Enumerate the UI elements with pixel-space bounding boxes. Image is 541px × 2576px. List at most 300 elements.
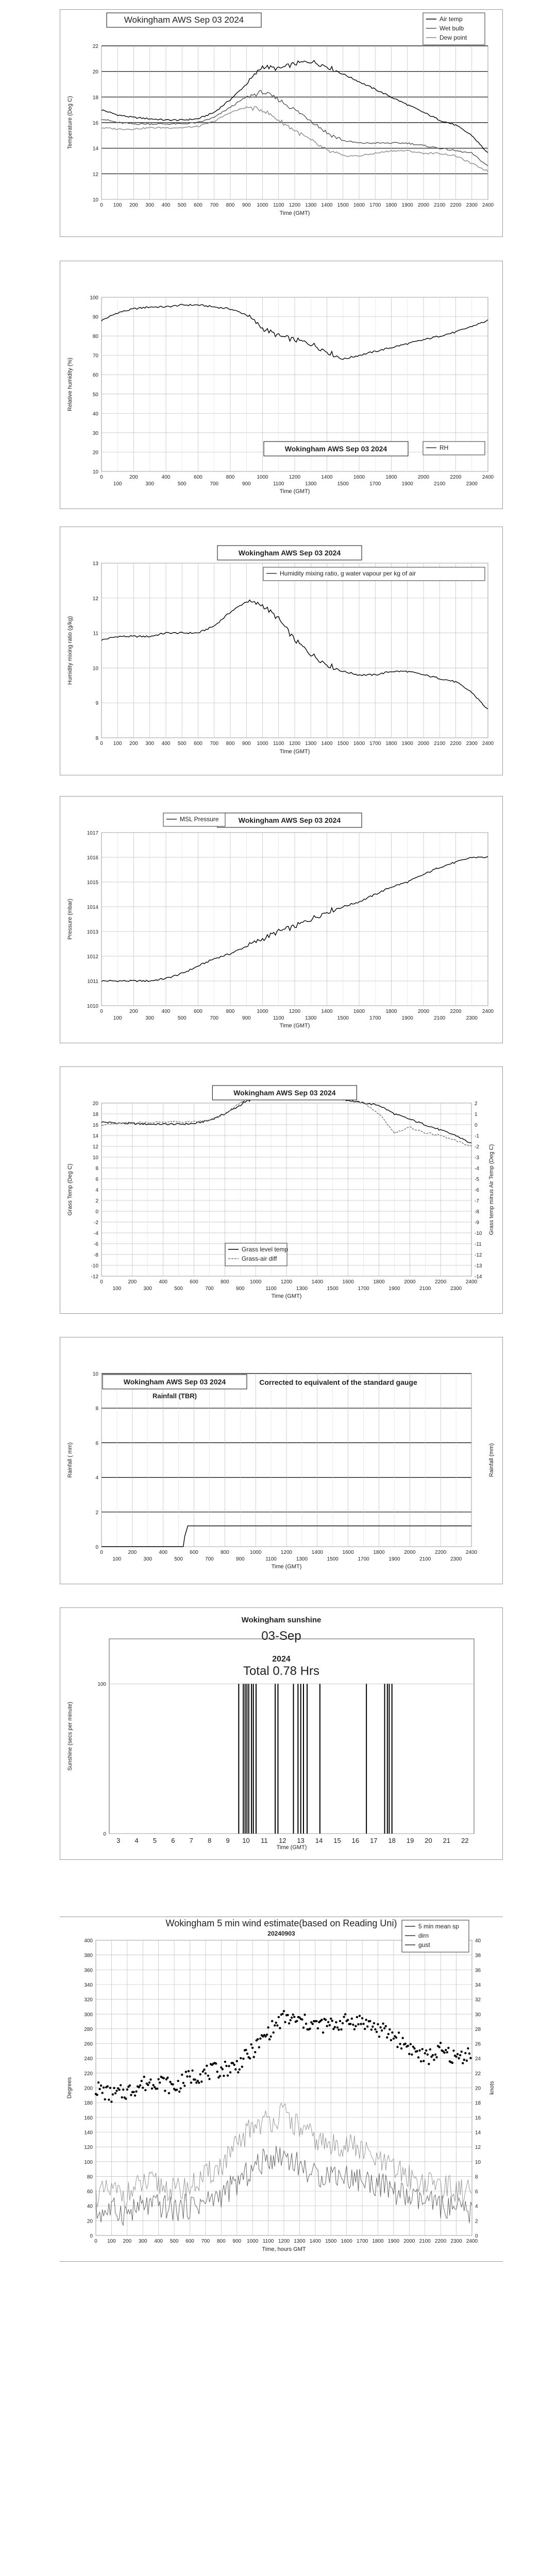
x-tick-label: 1200 bbox=[280, 1550, 293, 1555]
x-tick-label: 500 bbox=[174, 1556, 183, 1562]
x-tick-label: 900 bbox=[242, 741, 251, 747]
x-tick-label: 1400 bbox=[321, 741, 333, 747]
x-tick-label: 1500 bbox=[337, 741, 349, 747]
wind-direction-point bbox=[352, 2024, 354, 2026]
x-tick-label: 21 bbox=[443, 1837, 451, 1844]
wind-direction-point bbox=[198, 2081, 200, 2083]
x-tick-label: 300 bbox=[145, 481, 155, 487]
x-axis-label: Time (GMT) bbox=[271, 1564, 302, 1570]
x-tick-label: 600 bbox=[194, 474, 202, 480]
legend-label: dirn bbox=[418, 1932, 429, 1939]
wind-direction-point bbox=[245, 2049, 247, 2051]
wind-direction-point bbox=[112, 2093, 114, 2095]
x-tick-label: 500 bbox=[177, 481, 187, 487]
wind-direction-point bbox=[182, 2082, 184, 2084]
wind-direction-point bbox=[104, 2098, 106, 2100]
x-tick-label: 700 bbox=[210, 202, 219, 208]
x-tick-label: 1700 bbox=[369, 202, 381, 208]
y2-tick-label: 28 bbox=[475, 2026, 481, 2032]
y2-tick-label: -6 bbox=[475, 1188, 479, 1193]
x-tick-label: 1800 bbox=[385, 474, 397, 480]
wind-direction-point bbox=[356, 2016, 358, 2018]
x-tick-label: 4 bbox=[134, 1837, 139, 1844]
y-axis-label: Temperature (Deg C) bbox=[67, 96, 73, 149]
wind-direction-point bbox=[120, 2084, 122, 2086]
wind-direction-point bbox=[424, 2052, 426, 2054]
x-tick-label: 200 bbox=[129, 741, 138, 747]
y-tick-label: 0 bbox=[103, 1832, 106, 1837]
y-tick-label: -12 bbox=[91, 1274, 98, 1280]
wind-direction-point bbox=[276, 2024, 278, 2026]
wind-direction-point bbox=[421, 2048, 423, 2050]
y-tick-label: 18 bbox=[92, 95, 98, 101]
x-tick-label: 400 bbox=[159, 1550, 168, 1555]
wind-direction-point bbox=[369, 2020, 371, 2022]
y-tick-label: 1011 bbox=[87, 979, 98, 985]
x-tick-label: 500 bbox=[177, 1015, 187, 1021]
wind-direction-point bbox=[373, 2022, 375, 2024]
wind-direction-point bbox=[469, 2057, 471, 2059]
y-tick-label: 8 bbox=[95, 736, 98, 741]
wind-direction-point bbox=[273, 2031, 275, 2033]
x-tick-label: 1100 bbox=[265, 1286, 277, 1292]
x-tick-label: 300 bbox=[145, 741, 155, 747]
x-tick-label: 2000 bbox=[417, 202, 430, 208]
wind-direction-point bbox=[447, 2047, 449, 2049]
x-tick-label: 2400 bbox=[482, 741, 494, 747]
chart-title: Wokingham AWS Sep 03 2024 bbox=[124, 15, 244, 25]
y-tick-label: 300 bbox=[84, 2012, 93, 2018]
y-tick-label: 100 bbox=[97, 1682, 106, 1688]
y-tick-label: 260 bbox=[84, 2041, 93, 2047]
wind-direction-point bbox=[281, 2013, 283, 2015]
x-tick-label: 1100 bbox=[262, 2239, 274, 2244]
x-tick-label: 200 bbox=[129, 202, 138, 208]
x-tick-label: 1800 bbox=[385, 202, 397, 208]
wind-direction-point bbox=[408, 2053, 410, 2055]
y2-tick-label: 22 bbox=[475, 2071, 481, 2077]
wind-direction-point bbox=[439, 2042, 442, 2044]
wind-direction-point bbox=[278, 2016, 280, 2018]
wind-direction-point bbox=[215, 2062, 217, 2064]
wind-direction-point bbox=[335, 2021, 337, 2023]
x-tick-label: 1600 bbox=[353, 741, 365, 747]
x-tick-label: 1600 bbox=[353, 1009, 365, 1014]
y-tick-label: 180 bbox=[84, 2100, 93, 2107]
wind-direction-point bbox=[183, 2084, 185, 2087]
chart-svg bbox=[60, 527, 502, 775]
x-tick-label: 1300 bbox=[294, 2239, 306, 2244]
x-tick-label: 1100 bbox=[265, 1556, 277, 1562]
x-tick-label: 600 bbox=[194, 202, 202, 208]
y-tick-label: 10 bbox=[92, 1371, 98, 1377]
x-tick-label: 1700 bbox=[356, 2239, 368, 2244]
wind-direction-point bbox=[458, 2057, 460, 2059]
wind-direction-point bbox=[312, 2023, 314, 2025]
y-tick-label: -8 bbox=[94, 1252, 98, 1258]
x-tick-label: 8 bbox=[208, 1837, 212, 1844]
y-tick-label: 18 bbox=[92, 1112, 98, 1117]
x-tick-label: 2200 bbox=[450, 741, 462, 747]
y-axis-label: Rainfall ( mm) bbox=[67, 1442, 73, 1478]
wind-direction-point bbox=[159, 2081, 161, 2083]
y-tick-label: 12 bbox=[92, 172, 98, 178]
y2-tick-label: 16 bbox=[475, 2115, 481, 2121]
x-tick-label: 11 bbox=[261, 1837, 268, 1844]
y2-tick-label: 12 bbox=[475, 2145, 481, 2151]
wind-direction-point bbox=[144, 2089, 146, 2091]
wind-direction-point bbox=[461, 2050, 463, 2053]
wind-direction-point bbox=[464, 2052, 466, 2054]
wind-direction-point bbox=[228, 2065, 230, 2067]
x-tick-label: 1900 bbox=[387, 2239, 400, 2244]
legend-label: RH bbox=[439, 444, 449, 451]
y2-tick-label: -9 bbox=[475, 1220, 479, 1226]
wind-direction-point bbox=[157, 2078, 159, 2080]
y-tick-label: 2 bbox=[95, 1510, 98, 1516]
wind-direction-point bbox=[416, 2050, 418, 2052]
x-tick-label: 2400 bbox=[482, 1009, 494, 1014]
wind-direction-point bbox=[234, 2068, 236, 2070]
x-tick-label: 900 bbox=[242, 202, 251, 208]
x-tick-label: 1500 bbox=[337, 1015, 349, 1021]
x-tick-label: 1200 bbox=[280, 1279, 293, 1285]
x-tick-label: 1700 bbox=[369, 741, 381, 747]
y-tick-label: 340 bbox=[84, 1982, 93, 1988]
wind-direction-point bbox=[266, 2033, 268, 2036]
y2-tick-label: 4 bbox=[475, 2204, 478, 2210]
y-tick-label: 280 bbox=[84, 2026, 93, 2032]
y-tick-label: 200 bbox=[84, 2086, 93, 2092]
wind-direction-point bbox=[156, 2088, 158, 2090]
wind-direction-point bbox=[206, 2064, 208, 2066]
x-tick-label: 15 bbox=[333, 1837, 341, 1844]
wind-direction-point bbox=[122, 2089, 124, 2091]
wind-direction-point bbox=[387, 2033, 390, 2035]
y2-tick-label: 18 bbox=[475, 2100, 481, 2107]
wind-direction-point bbox=[246, 2053, 248, 2055]
y2-tick-label: -12 bbox=[475, 1252, 482, 1258]
wind-direction-point bbox=[463, 2059, 465, 2061]
wind-direction-point bbox=[462, 2062, 464, 2064]
x-tick-label: 1900 bbox=[401, 481, 413, 487]
legend-label: Grass level temp bbox=[242, 1246, 289, 1253]
x-tick-label: 600 bbox=[190, 1279, 198, 1285]
x-tick-label: 1000 bbox=[250, 1279, 262, 1285]
wind-direction-point bbox=[366, 2025, 368, 2027]
wind-direction-point bbox=[185, 2071, 187, 2073]
wind-direction-point bbox=[446, 2051, 448, 2053]
x-tick-label: 9 bbox=[226, 1837, 230, 1844]
wind-direction-point bbox=[377, 2023, 379, 2025]
x-tick-label: 1000 bbox=[257, 474, 268, 480]
x-tick-label: 1300 bbox=[296, 1556, 308, 1562]
wind-direction-point bbox=[267, 2026, 269, 2028]
x-tick-label: 700 bbox=[210, 741, 219, 747]
x-tick-label: 800 bbox=[220, 1550, 229, 1555]
y-tick-label: 20 bbox=[92, 69, 98, 75]
x-tick-label: 1800 bbox=[372, 2239, 384, 2244]
wind-direction-point bbox=[110, 2100, 112, 2103]
wind-direction-point bbox=[400, 2047, 402, 2049]
y2-tick-label: 1 bbox=[475, 1112, 478, 1117]
wind-direction-point bbox=[141, 2080, 143, 2082]
chart-title: Wokingham AWS Sep 03 2024 bbox=[238, 816, 341, 824]
wind-direction-point bbox=[242, 2058, 244, 2060]
y-tick-label: 70 bbox=[92, 353, 98, 359]
y2-tick-label: 8 bbox=[475, 2174, 478, 2180]
wind-direction-point bbox=[376, 2031, 378, 2033]
wind-direction-point bbox=[169, 2081, 171, 2083]
y-tick-label: 11 bbox=[93, 631, 98, 637]
x-tick-label: 600 bbox=[190, 1550, 198, 1555]
x-tick-label: 1100 bbox=[273, 481, 284, 487]
wind-direction-point bbox=[342, 2022, 344, 2024]
x-tick-label: 100 bbox=[112, 1556, 122, 1562]
x-tick-label: 500 bbox=[177, 202, 187, 208]
grass-temperature-chart bbox=[60, 1066, 503, 1314]
air-temperature-chart bbox=[60, 9, 503, 237]
y-tick-label: 90 bbox=[92, 314, 98, 320]
x-tick-label: 2200 bbox=[435, 1279, 447, 1285]
y-tick-label: 16 bbox=[92, 1123, 98, 1128]
wind-direction-point bbox=[152, 2084, 154, 2086]
wind-direction-point bbox=[435, 2056, 437, 2058]
y-tick-label: 40 bbox=[92, 411, 98, 417]
x-tick-label: 0 bbox=[100, 1279, 103, 1285]
x-tick-label: 200 bbox=[123, 2239, 132, 2244]
y2-tick-label: 0 bbox=[475, 1123, 478, 1128]
x-tick-label: 20 bbox=[425, 1837, 432, 1844]
legend-label: MSL Pressure bbox=[180, 816, 219, 823]
chart-svg bbox=[60, 10, 502, 236]
x-tick-label: 100 bbox=[107, 2239, 116, 2244]
x-tick-label: 1000 bbox=[250, 1550, 262, 1555]
wind-direction-point bbox=[330, 2018, 332, 2020]
y-tick-label: 1014 bbox=[87, 905, 98, 910]
wind-direction-point bbox=[219, 2075, 221, 2077]
x-tick-label: 1900 bbox=[401, 202, 413, 208]
wind-direction-point bbox=[257, 2038, 259, 2040]
wind-direction-point bbox=[191, 2070, 193, 2072]
x-tick-label: 1100 bbox=[273, 741, 284, 747]
x-tick-label: 2300 bbox=[466, 202, 478, 208]
y-tick-label: 1017 bbox=[87, 831, 98, 836]
wind-direction-point bbox=[291, 2016, 293, 2019]
x-tick-label: 2100 bbox=[419, 2239, 431, 2244]
y-tick-label: 20 bbox=[87, 2218, 93, 2225]
mixing-ratio-chart bbox=[60, 527, 503, 775]
y2-tick-label: 30 bbox=[475, 2012, 481, 2018]
wind-direction-point bbox=[445, 2049, 447, 2051]
wind-direction-point bbox=[425, 2049, 427, 2052]
wind-direction-point bbox=[236, 2060, 238, 2062]
chart-svg bbox=[60, 796, 502, 1043]
wind-direction-point bbox=[459, 2054, 461, 2056]
wind-direction-point bbox=[101, 2092, 103, 2094]
wind-direction-point bbox=[432, 2054, 434, 2056]
y-axis-label: Grass Temp (Deg C) bbox=[67, 1163, 73, 1216]
y-tick-label: 360 bbox=[84, 1968, 93, 1974]
wind-direction-point bbox=[398, 2031, 400, 2033]
wind-direction-point bbox=[96, 2094, 98, 2096]
wind-direction-point bbox=[223, 2075, 225, 2077]
wind-direction-point bbox=[177, 2080, 179, 2082]
x-tick-label: 2200 bbox=[450, 474, 462, 480]
wind-direction-point bbox=[457, 2053, 459, 2055]
x-tick-label: 1000 bbox=[257, 202, 268, 208]
wind-direction-point bbox=[216, 2071, 218, 2073]
x-tick-label: 1800 bbox=[373, 1550, 385, 1555]
y-tick-label: -2 bbox=[94, 1220, 98, 1226]
wind-direction-point bbox=[269, 2036, 272, 2038]
x-tick-label: 500 bbox=[177, 741, 187, 747]
y-tick-label: 9 bbox=[95, 701, 98, 707]
y-tick-label: 12 bbox=[92, 596, 98, 602]
wind-direction-point bbox=[344, 2013, 346, 2015]
wind-direction-point bbox=[189, 2075, 191, 2077]
x-tick-label: 1500 bbox=[327, 1556, 339, 1562]
wind-direction-point bbox=[386, 2036, 388, 2038]
rainfall-chart bbox=[60, 1337, 503, 1584]
x-tick-label: 300 bbox=[143, 1556, 153, 1562]
wind-direction-point bbox=[148, 2081, 150, 2083]
x-tick-label: 2400 bbox=[482, 202, 494, 208]
legend-label: Dew point bbox=[439, 34, 467, 41]
wind-direction-point bbox=[176, 2089, 178, 2091]
x-tick-label: 1600 bbox=[341, 2239, 352, 2244]
chart-note: Corrected to equivalent of the standard gauge bbox=[259, 1378, 417, 1386]
y-tick-label: 160 bbox=[84, 2115, 93, 2121]
y-tick-label: 1015 bbox=[87, 880, 98, 886]
x-tick-label: 0 bbox=[100, 202, 103, 208]
wind-direction-point bbox=[296, 2020, 298, 2022]
wind-direction-point bbox=[434, 2054, 436, 2056]
x-tick-label: 500 bbox=[170, 2239, 179, 2244]
x-tick-label: 300 bbox=[145, 202, 155, 208]
wind-direction-point bbox=[97, 2081, 99, 2083]
wind-direction-point bbox=[361, 2017, 363, 2019]
chart-total: Total 0.78 Hrs bbox=[243, 1664, 320, 1678]
wind-direction-point bbox=[428, 2063, 430, 2065]
wind-direction-point bbox=[240, 2057, 242, 2059]
wind-direction-point bbox=[370, 2028, 373, 2030]
wind-direction-point bbox=[305, 2023, 307, 2025]
y-tick-label: 10 bbox=[92, 1155, 98, 1161]
wind-direction-point bbox=[427, 2054, 429, 2056]
wind-direction-point bbox=[422, 2060, 425, 2062]
wind-direction-point bbox=[325, 2019, 327, 2021]
y-tick-label: 120 bbox=[84, 2145, 93, 2151]
wind-direction-point bbox=[381, 2029, 383, 2031]
wind-direction-point bbox=[172, 2083, 174, 2086]
wind-direction-point bbox=[411, 2054, 413, 2056]
x-tick-label: 13 bbox=[297, 1837, 305, 1844]
wind-direction-point bbox=[180, 2087, 182, 2089]
x-tick-label: 2300 bbox=[466, 741, 478, 747]
y-tick-label: 40 bbox=[87, 2204, 93, 2210]
x-tick-label: 500 bbox=[174, 1286, 183, 1292]
y-axis-label: Sunshine (secs per minute) bbox=[67, 1702, 73, 1771]
wind-direction-point bbox=[274, 2024, 276, 2026]
chart-svg bbox=[60, 1337, 502, 1584]
x-tick-label: 2400 bbox=[466, 2239, 478, 2244]
wind-direction-point bbox=[108, 2098, 110, 2100]
wind-direction-point bbox=[258, 2046, 260, 2048]
y2-tick-label: -13 bbox=[475, 1263, 482, 1269]
wind-direction-point bbox=[401, 2037, 403, 2039]
chart-subtitle: Rainfall (TBR) bbox=[153, 1392, 197, 1400]
x-tick-label: 1800 bbox=[385, 741, 397, 747]
x-tick-label: 2000 bbox=[417, 741, 430, 747]
wind-direction-point bbox=[393, 2038, 395, 2040]
wind-direction-point bbox=[229, 2071, 231, 2073]
wind-direction-point bbox=[203, 2069, 205, 2071]
wind-direction-point bbox=[438, 2046, 440, 2048]
wind-direction-point bbox=[327, 2021, 329, 2023]
y-tick-label: 10 bbox=[92, 469, 98, 475]
wind-direction-point bbox=[337, 2028, 340, 2030]
y-tick-label: 14 bbox=[92, 1133, 98, 1139]
x-tick-label: 2300 bbox=[450, 1556, 462, 1562]
wind-direction-point bbox=[357, 2023, 359, 2025]
wind-direction-point bbox=[143, 2076, 145, 2078]
x-tick-label: 1700 bbox=[358, 1286, 369, 1292]
wind-direction-point bbox=[378, 2036, 380, 2038]
wind-direction-point bbox=[390, 2039, 392, 2041]
y-tick-label: 320 bbox=[84, 1997, 93, 2003]
x-tick-label: 2300 bbox=[450, 2239, 462, 2244]
y-tick-label: 1012 bbox=[87, 954, 98, 960]
wind-direction-point bbox=[138, 2086, 140, 2088]
wind-direction-point bbox=[118, 2089, 120, 2091]
x-tick-label: 0 bbox=[94, 2239, 97, 2244]
x-tick-label: 100 bbox=[113, 481, 122, 487]
wind-direction-point bbox=[197, 2080, 199, 2082]
x-tick-label: 300 bbox=[145, 1015, 155, 1021]
x-tick-label: 1500 bbox=[337, 202, 349, 208]
x-tick-label: 1700 bbox=[358, 1556, 369, 1562]
y-tick-label: 14 bbox=[92, 146, 98, 152]
wind-direction-point bbox=[139, 2084, 141, 2086]
x-tick-label: 700 bbox=[210, 481, 219, 487]
y-axis-label: Pressure (mbar) bbox=[67, 899, 73, 940]
wind-direction-point bbox=[359, 2015, 361, 2017]
wind-direction-point bbox=[199, 2073, 201, 2075]
wind-direction-point bbox=[208, 2078, 210, 2080]
y2-tick-label: 38 bbox=[475, 1953, 481, 1959]
x-axis-label: Time (GMT) bbox=[271, 1293, 302, 1299]
y2-tick-label: 34 bbox=[475, 1982, 481, 1988]
x-tick-label: 2000 bbox=[403, 2239, 415, 2244]
wind-direction-point bbox=[181, 2074, 183, 2076]
wind-direction-point bbox=[115, 2090, 117, 2092]
x-tick-label: 2100 bbox=[434, 1015, 446, 1021]
y2-axis-label: Grass temp minus Air Temp (Deg C) bbox=[488, 1144, 495, 1235]
x-tick-label: 1900 bbox=[388, 1556, 400, 1562]
legend-label: Grass-air diff bbox=[242, 1255, 277, 1262]
chart-title: Wokingham sunshine bbox=[241, 1616, 322, 1624]
wind-direction-point bbox=[336, 2026, 339, 2028]
wind-direction-point bbox=[468, 2053, 470, 2055]
x-tick-label: 2100 bbox=[419, 1556, 431, 1562]
y2-tick-label: -11 bbox=[475, 1242, 482, 1247]
chart-title: Wokingham 5 min wind estimate(based on Reading Uni) bbox=[165, 1918, 397, 1928]
x-tick-label: 6 bbox=[171, 1837, 175, 1844]
wind-direction-point bbox=[396, 2046, 398, 2048]
y2-tick-label: 32 bbox=[475, 1997, 481, 2003]
wind-direction-point bbox=[188, 2070, 190, 2072]
